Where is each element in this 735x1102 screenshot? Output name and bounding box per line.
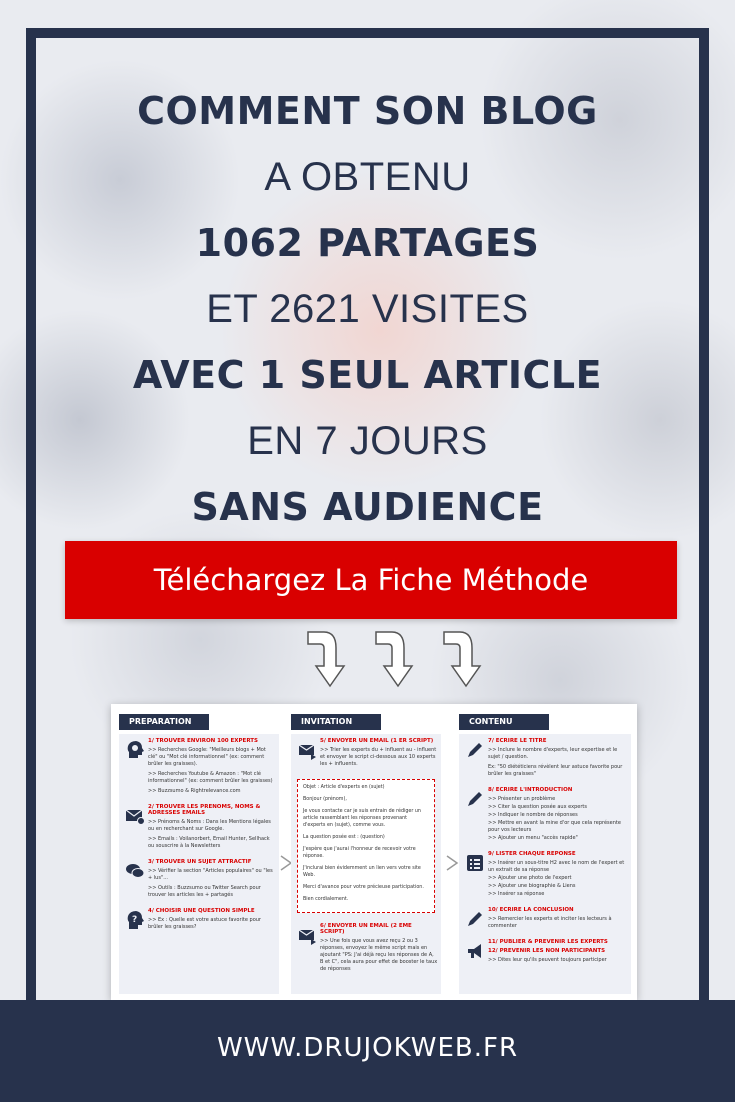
chat-icon xyxy=(122,859,148,883)
script-line: Objet : Article d'experts en (sujet) xyxy=(303,785,385,790)
item-title: 2/ TROUVER LES PRENOMS, NOMS & ADRESSES EMAILS xyxy=(148,804,261,816)
curved-down-arrow-icon xyxy=(300,628,350,690)
column-title: INVITATION xyxy=(291,714,381,730)
item-line: >> Remercier les experts et inciter les lecteurs à commenter xyxy=(488,916,612,929)
footer-site-url[interactable]: WWW.DRUJOKWEB.FR xyxy=(0,1000,735,1102)
list-item xyxy=(459,783,631,847)
headline-line-3: 1062 PARTAGES xyxy=(195,221,540,265)
send-email-icon xyxy=(294,923,320,947)
curved-down-arrow-icon xyxy=(436,628,486,690)
item-line: >> Buzzsumo & Rightrelevance.com xyxy=(148,788,241,794)
list-item xyxy=(459,903,631,935)
question-head-icon xyxy=(122,908,148,932)
item-title: 1/ TROUVER ENVIRON 100 EXPERTS xyxy=(148,738,259,744)
item-line: >> Ajouter une photo de l'expert xyxy=(488,875,572,881)
item-line: >> Inclure le nombre d'experts, leur expertise et le sujet / question. xyxy=(488,747,618,760)
megaphone-icon xyxy=(462,939,488,963)
item-line: >> Emails : Voilanorbert, Email Hunter, Sellhack ou souscrire à la Newsletters xyxy=(148,836,270,849)
list-item xyxy=(459,847,631,903)
list-item xyxy=(119,855,279,904)
item-title: 6/ ENVOYER UN EMAIL (2 EME SCRIPT) xyxy=(320,923,412,935)
item-title: 3/ TROUVER UN SUJET ATTRACTIF xyxy=(148,859,252,865)
item-line: >> Ajouter une biographie & Liens xyxy=(488,883,576,889)
item-line: >> Insérer sa réponse xyxy=(488,891,545,897)
item-title: 12/ PREVENIR LES NON PARTICIPANTS xyxy=(488,948,606,954)
script-line: La question posée est : (question) xyxy=(303,835,385,840)
headline-line-2: A OBTENU xyxy=(264,155,471,199)
list-item xyxy=(119,800,279,855)
item-line: >> Vérifier la section "Articles populaires" ou "les + lus"... xyxy=(148,868,273,881)
pen-icon xyxy=(462,787,488,811)
send-email-icon xyxy=(294,738,320,762)
script-line: J'espère que j'aurai l'honneur de recevoir votre réponse. xyxy=(303,847,416,859)
column-body xyxy=(291,734,441,994)
script-line: Bien cordialement. xyxy=(303,897,349,902)
item-line: >> Insérer un sous-titre H2 avec le nom de l'expert et un extrait de sa réponse xyxy=(488,860,625,873)
item-line: >> Ajouter un menu "accès rapide" xyxy=(488,835,578,841)
column-body xyxy=(119,734,279,994)
chevron-right-icon xyxy=(445,854,459,872)
list-item xyxy=(459,935,631,969)
list-item xyxy=(291,919,441,978)
list-icon xyxy=(462,851,488,875)
list-item xyxy=(119,734,279,800)
item-line: >> Trier les experts du + influent au - influent et envoyer le script ci-dessous aux 10 experts les + influents. xyxy=(320,747,437,767)
item-line: >> Dites leur qu'ils peuvent toujours participer xyxy=(488,957,607,963)
item-line: >> Présenter un problème xyxy=(488,796,556,802)
method-sheet-preview xyxy=(111,704,637,1000)
item-line: >> Prénoms & Noms : Dans les Mentions légales ou en recherchant sur Google. xyxy=(148,819,271,832)
item-title: 11/ PUBLIER & PREVENIR LES EXPERTS xyxy=(488,939,608,945)
column-title: CONTENU xyxy=(459,714,549,730)
item-title: 5/ ENVOYER UN EMAIL (1 ER SCRIPT) xyxy=(320,738,434,744)
column-title: PREPARATION xyxy=(119,714,209,730)
script-line: Merci d'avance pour votre précieuse participation. xyxy=(303,885,424,890)
item-line: >> Ex : Quelle est votre astuce favorite pour brûler les graisses? xyxy=(148,917,261,930)
headline xyxy=(0,78,735,540)
list-item xyxy=(291,734,441,773)
script-line: Je vous contacte car je suis entrain de rédiger un article rassemblant les réponses provenant d'experts en (sujet), comme vous. xyxy=(303,809,421,828)
column-body xyxy=(459,734,631,994)
gear-head-icon xyxy=(122,738,148,762)
script-line: J'inclurai bien évidemment un lien vers votre site Web. xyxy=(303,866,421,878)
down-arrows xyxy=(0,628,735,698)
item-title: 10/ ECRIRE LA CONCLUSION xyxy=(488,907,574,913)
headline-line-4: ET 2621 VISITES xyxy=(206,287,529,331)
item-line: >> Indiquer le nombre de réponses xyxy=(488,812,578,818)
email-script-box xyxy=(297,779,435,913)
item-line: Ex: "50 diététiciens révèlent leur astuce favorite pour brûler les graisses" xyxy=(488,764,623,777)
pen-icon xyxy=(462,738,488,762)
list-item xyxy=(459,734,631,783)
item-line: >> Mettre en avant la mine d'or que cela représente pour vos lecteurs xyxy=(488,820,621,833)
email-icon xyxy=(122,804,148,828)
pen-icon xyxy=(462,907,488,931)
headline-line-6: EN 7 JOURS xyxy=(247,419,488,463)
item-line: >> Recherches Youtube & Amazon : "Mot clé informationnel" (ex: comment brûler les graisses) xyxy=(148,771,273,784)
item-title: 4/ CHOISIR UNE QUESTION SIMPLE xyxy=(148,908,255,914)
headline-line-1: COMMENT SON BLOG xyxy=(137,89,598,133)
list-item xyxy=(119,904,279,936)
item-title: 7/ ECRIRE LE TITRE xyxy=(488,738,547,744)
item-line: >> Outils : Buzzsumo ou Twitter Search pour trouver les articles les + partagés xyxy=(148,885,261,898)
item-line: >> Une fois que vous avez reçu 2 ou 3 réponses, envoyez le même script mais en ajoutant "PS: J'ai déjà reçu les réponses de A, B et C", cela aura pour effet de booster le taux de réponses xyxy=(320,938,438,972)
svg-text:?: ? xyxy=(132,915,138,925)
download-cta-button[interactable]: Téléchargez La Fiche Méthode xyxy=(65,541,677,619)
item-title: 9/ LISTER CHAQUE REPONSE xyxy=(488,851,576,857)
column-contenu xyxy=(459,714,631,996)
item-title: 8/ ECRIRE L'INTRODUCTION xyxy=(488,787,573,793)
item-line: >> Citer la question posée aux experts xyxy=(488,804,587,810)
column-invitation xyxy=(291,714,441,996)
column-preparation xyxy=(119,714,279,996)
item-line: >> Recherches Google: "Meilleurs blogs + Mot clé" ou "Mot clé informationnel" (ex: comment brûler les graisses). xyxy=(148,747,266,767)
script-line: Bonjour (prénom), xyxy=(303,797,347,802)
headline-line-7: SANS AUDIENCE xyxy=(191,485,544,529)
headline-line-5: AVEC 1 SEUL ARTICLE xyxy=(132,353,603,397)
curved-down-arrow-icon xyxy=(368,628,418,690)
